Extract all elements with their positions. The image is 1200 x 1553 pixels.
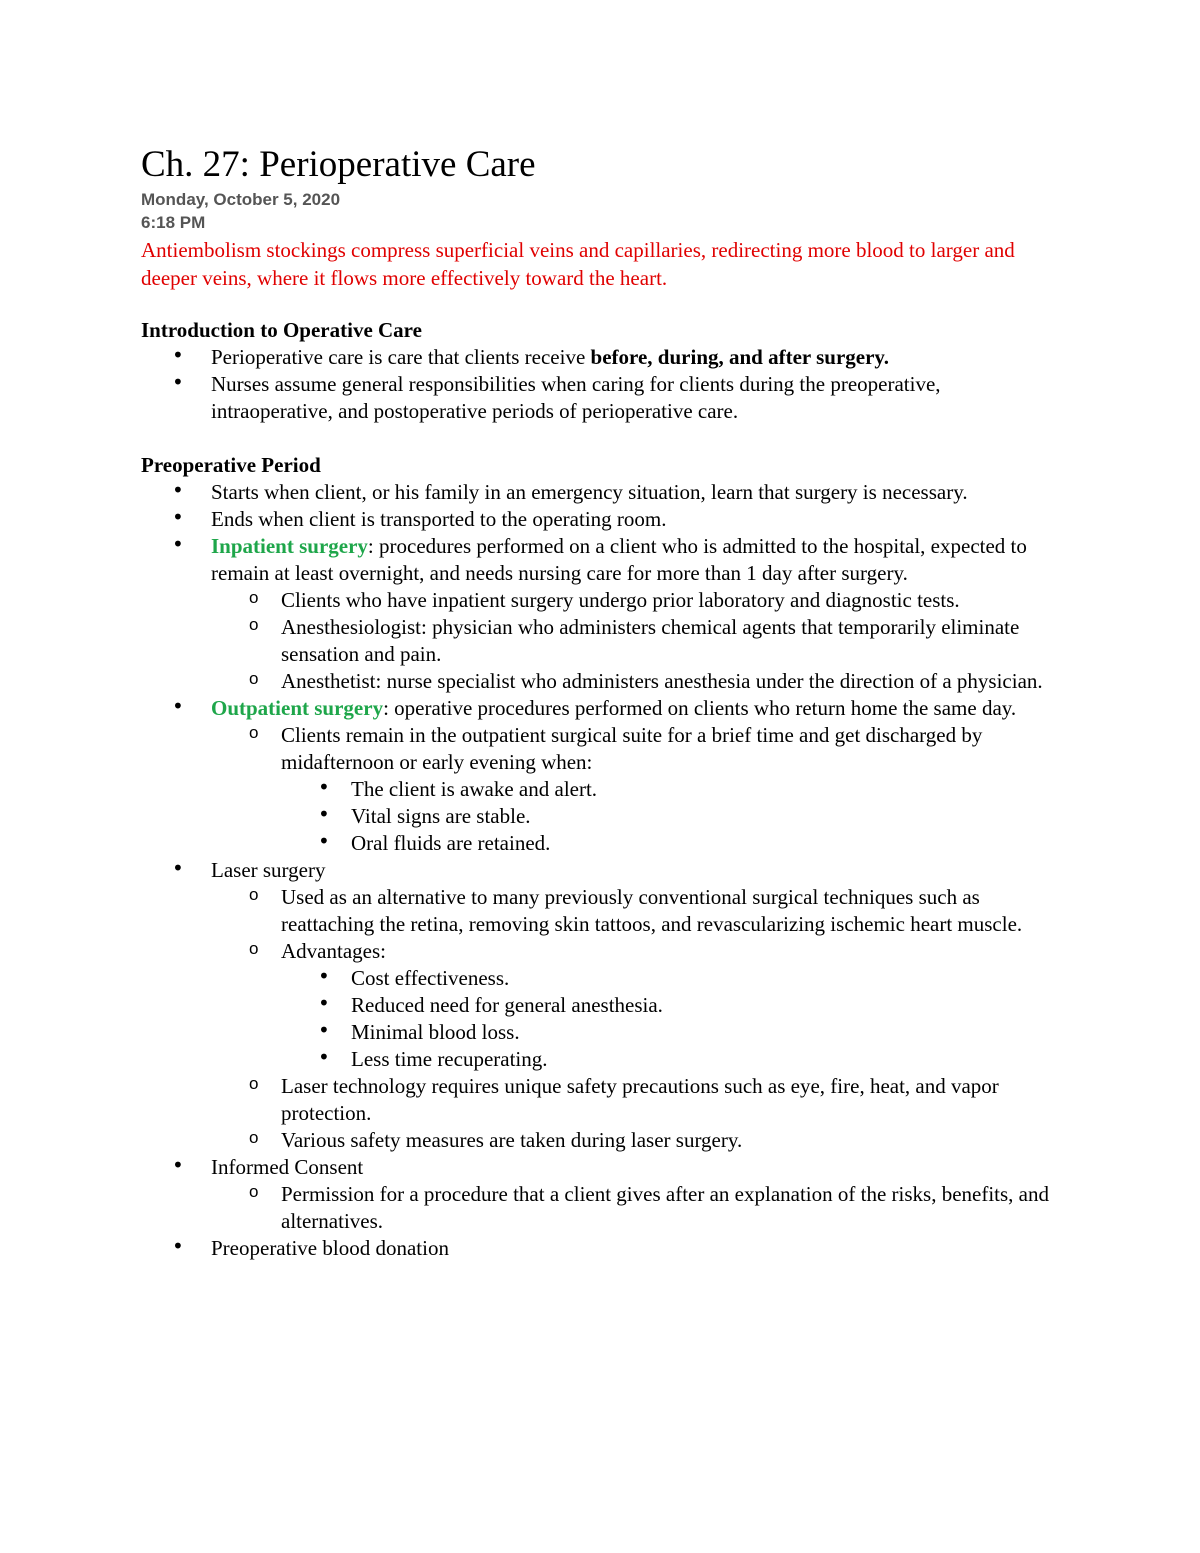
sub-list-item-text: Clients remain in the outpatient surgical suite for a brief time and get discharged by midafternoon or early evening when:: [281, 723, 983, 774]
sublist: [211, 1181, 1061, 1235]
sublist: [211, 587, 1061, 695]
term-outpatient-surgery: Outpatient surgery: [211, 696, 384, 720]
list-item-text: Laser surgery: [211, 858, 326, 882]
document-page: [141, 142, 1061, 1262]
sublist: [211, 884, 1061, 1154]
section-heading-preop: Preoperative Period: [141, 453, 321, 477]
sub-sub-list-item: • Less time recuperating.: [281, 1046, 1061, 1073]
sub-list-item: o Clients who have inpatient surgery undergo prior laboratory and diagnostic tests.: [211, 587, 1061, 614]
sub-list-item: o Permission for a procedure that a client gives after an explanation of the risks, benefits, and alternatives.: [211, 1181, 1061, 1235]
sub-sublist: [281, 776, 1061, 857]
sub-list-item: o Used as an alternative to many previously conventional surgical techniques such as reattaching the retina, removing skin tattoos, and revascularizing ischemic heart muscle.: [211, 884, 1061, 938]
sub-sublist: [281, 965, 1061, 1073]
sub-list-item: [211, 722, 1061, 857]
list-item-consent: [141, 1154, 1061, 1235]
sublist: [211, 722, 1061, 857]
list-item: • Ends when client is transported to the operating room.: [141, 506, 1061, 533]
term-inpatient-surgery: Inpatient surgery: [211, 534, 368, 558]
list-item: • Preoperative blood donation: [141, 1235, 1061, 1262]
note-time: 6:18 PM: [141, 213, 206, 232]
sub-sub-list-item: • Minimal blood loss.: [281, 1019, 1061, 1046]
sub-list-item: o Various safety measures are taken during laser surgery.: [211, 1127, 1061, 1154]
sub-list-item: o Laser technology requires unique safety precautions such as eye, fire, heat, and vapor protection.: [211, 1073, 1061, 1127]
list-item-outpatient: [141, 695, 1061, 857]
sub-sub-list-item: • Reduced need for general anesthesia.: [281, 992, 1061, 1019]
note-date: Monday, October 5, 2020: [141, 190, 341, 209]
sub-sub-list-item: • The client is awake and alert.: [281, 776, 1061, 803]
intro-list: [141, 344, 1061, 425]
list-item-text: Perioperative care is care that clients receive: [211, 345, 591, 369]
page-title: Ch. 27: Perioperative Care: [141, 144, 536, 185]
sub-list-item: o Anesthesiologist: physician who administers chemical agents that temporarily eliminate sensation and pain.: [211, 614, 1061, 668]
definition-text: : operative procedures performed on clients who return home the same day.: [383, 696, 1017, 720]
section-heading-intro: Introduction to Operative Care: [141, 318, 422, 342]
definition-text: : procedures performed on a client who is admitted to the hospital, expected to remain at least overnight, and needs nursing care for more than 1 day after surgery.: [211, 534, 1027, 585]
list-item: • Starts when client, or his family in an emergency situation, learn that surgery is necessary.: [141, 479, 1061, 506]
sub-sub-list-item: • Vital signs are stable.: [281, 803, 1061, 830]
sub-sub-list-item: • Cost effectiveness.: [281, 965, 1061, 992]
list-item-text: Informed Consent: [211, 1155, 364, 1179]
list-item-laser: [141, 857, 1061, 1154]
sub-list-item: o Anesthetist: nurse specialist who administers anesthesia under the direction of a physician.: [211, 668, 1061, 695]
preop-list: [141, 479, 1061, 1262]
list-item: • Nurses assume general responsibilities when caring for clients during the preoperative, intraoperative, and postoperative periods of perioperative care.: [141, 371, 1061, 425]
sub-list-item-text: Advantages:: [281, 939, 386, 963]
emphasis-text: before, during, and after surgery.: [590, 345, 890, 369]
sub-list-item: [211, 938, 1061, 1073]
highlight-note: Antiembolism stockings compress superficial veins and capillaries, redirecting more blood to larger and deeper veins, where it flows more effectively toward the heart.: [141, 238, 1015, 290]
list-item: [141, 344, 1061, 371]
list-item-inpatient: [141, 533, 1061, 695]
sub-sub-list-item: • Oral fluids are retained.: [281, 830, 1061, 857]
